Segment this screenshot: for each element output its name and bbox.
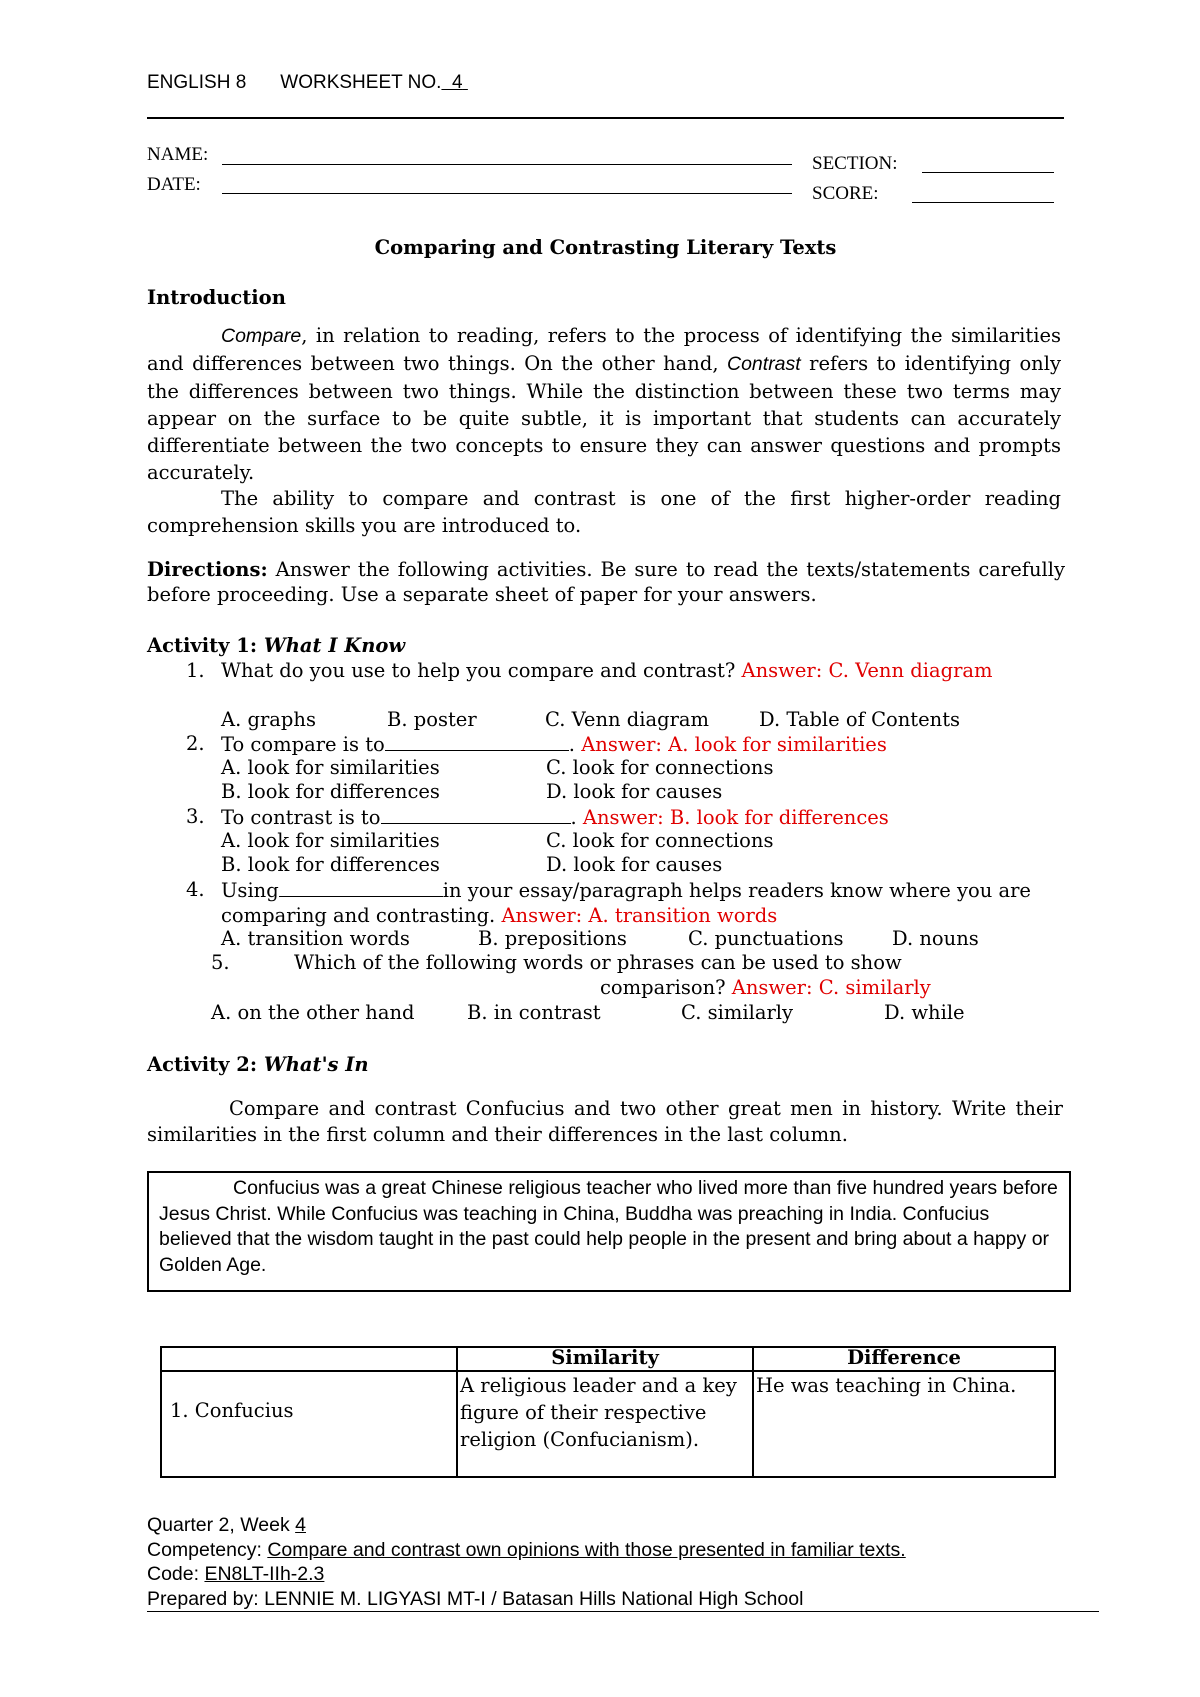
q5-option-c: C. similarly: [681, 1001, 794, 1024]
passage-text: Confucius was a great Chinese religious teacher who lived more than five hundred years before Jesus Christ. While Confucius was teaching in China, Buddha was preaching in India. Confucius believed that the wisdom taught in the past could help people in the present and bring about a happy or Golden Age.: [159, 1177, 1058, 1276]
question-1-number: 1.: [186, 659, 205, 682]
question-3-text: To contrast is to . Answer: B. look for differences: [221, 806, 889, 829]
introduction-paragraph: Compare, in relation to reading, refers to the process of identifying the similarities and differences between two things. On the other hand, Contrast refers to identifying only the differences between two things. While the distinction between these two terms may appear on the surface to be quite subtle, it is important that students can accurately differentiate between the two concepts to ensure they can answer questions and prompts accurately.: [147, 324, 1061, 484]
footer-competency: Competency: Compare and contrast own opinions with those presented in familiar texts.: [147, 1538, 906, 1561]
worksheet-number: 4: [452, 72, 463, 93]
q4-option-d: D. nouns: [892, 927, 979, 950]
score-field-line[interactable]: [912, 202, 1054, 203]
introduction-heading: Introduction: [147, 286, 286, 309]
activity2-instructions: Compare and contrast Confucius and two other great men in history. Write their similarities in the first column and their differences in the last column.: [147, 1097, 1063, 1146]
q1-option-d: D. Table of Contents: [759, 708, 961, 731]
q3-option-d: D. look for causes: [546, 853, 723, 876]
contrast-term: Contrast: [727, 353, 801, 375]
table-cell-name: 1. Confucius: [161, 1371, 457, 1477]
comparison-table: [160, 1346, 1056, 1478]
question-2-text: To compare is to . Answer: A. look for similarities: [221, 733, 887, 756]
question-5-answer: Answer: C. similarly: [731, 976, 931, 999]
question-1-text: What do you use to help you compare and contrast? Answer: C. Venn diagram: [221, 659, 993, 682]
question-4-answer: Answer: A. transition words: [501, 903, 778, 927]
question-5-number: 5.: [211, 951, 230, 974]
q5-option-a: A. on the other hand: [211, 1001, 415, 1024]
q2-blank[interactable]: [385, 732, 569, 751]
directions-text: Answer the following activities. Be sure to read the texts/statements carefully before proceeding. Use a separate sheet of paper for your answers.: [147, 558, 1065, 606]
footer-prepared: Prepared by: LENNIE M. LIGYASI MT-I / Batasan Hills National High School: [147, 1587, 1099, 1613]
footer-code: Code: EN8LT-IIh-2.3: [147, 1563, 325, 1585]
q4-option-c: C. punctuations: [688, 927, 844, 950]
table-row: [161, 1371, 1055, 1477]
worksheet-label: WORKSHEET NO.: [280, 72, 442, 93]
table-cell-similarity: A religious leader and a key figure of their respective religion (Confucianism).: [457, 1371, 753, 1477]
question-5-text-continued: comparison? Answer: C. similarly: [600, 976, 931, 999]
footer: [147, 1513, 1099, 1612]
question-2-answer: Answer: A. look for similarities: [581, 733, 887, 756]
question-1-answer: Answer: C. Venn diagram: [741, 659, 993, 682]
q3-option-a: A. look for similarities: [221, 829, 440, 852]
passage-box: [147, 1171, 1071, 1292]
question-3-number: 3.: [186, 805, 205, 828]
table-cell-difference: He was teaching in China.: [753, 1371, 1055, 1477]
q4-option-a: A. transition words: [221, 927, 410, 950]
name-field-line[interactable]: [222, 164, 792, 165]
q1-option-b: B. poster: [387, 708, 477, 731]
q2-option-a: A. look for similarities: [221, 756, 440, 779]
question-4-number: 4.: [186, 878, 205, 901]
table-header-similarity: Similarity: [457, 1347, 753, 1371]
question-4-text: Using in your essay/paragraph helps readers know where you are comparing and contrasting. Answer: A. transition words: [221, 879, 1031, 927]
compare-term: Compare: [221, 325, 302, 347]
table-header-blank: [161, 1347, 457, 1371]
header-rule: [147, 117, 1064, 119]
q3-option-b: B. look for differences: [221, 853, 440, 876]
directions-label: Directions:: [147, 558, 268, 581]
question-5-text: Which of the following words or phrases can be used to show: [294, 951, 902, 974]
footer-quarter: Quarter 2, Week 4: [147, 1514, 306, 1536]
name-field-label: NAME:: [147, 144, 209, 165]
worksheet-title: Comparing and Contrasting Literary Texts: [374, 236, 837, 259]
table-header-difference: Difference: [753, 1347, 1055, 1371]
score-field-label: SCORE:: [812, 183, 879, 204]
q5-option-d: D. while: [884, 1001, 965, 1024]
q2-option-c: C. look for connections: [546, 756, 774, 779]
q5-option-b: B. in contrast: [467, 1001, 601, 1024]
introduction-paragraph-2: The ability to compare and contrast is one of the first higher-order reading comprehension skills you are introduced to.: [147, 487, 1061, 537]
activity2-heading: Activity 2: What's In: [147, 1053, 369, 1076]
section-field-label: SECTION:: [812, 153, 898, 174]
question-3-answer: Answer: B. look for differences: [582, 806, 889, 829]
section-field-line[interactable]: [922, 172, 1054, 173]
date-field-line[interactable]: [222, 193, 792, 194]
q1-option-a: A. graphs: [221, 708, 316, 731]
q3-blank[interactable]: [381, 805, 571, 824]
q2-option-d: D. look for causes: [546, 780, 723, 803]
directions: [147, 558, 1065, 607]
q2-option-b: B. look for differences: [221, 780, 440, 803]
question-2-number: 2.: [186, 732, 205, 755]
q4-blank[interactable]: [279, 878, 443, 897]
q4-option-b: B. prepositions: [478, 927, 627, 950]
subject-label: ENGLISH 8: [147, 72, 247, 93]
q3-option-c: C. look for connections: [546, 829, 774, 852]
date-field-label: DATE:: [147, 174, 201, 195]
q1-option-c: C. Venn diagram: [545, 708, 710, 731]
worksheet-header: [147, 72, 468, 94]
activity1-heading: Activity 1: What I Know: [147, 634, 406, 657]
